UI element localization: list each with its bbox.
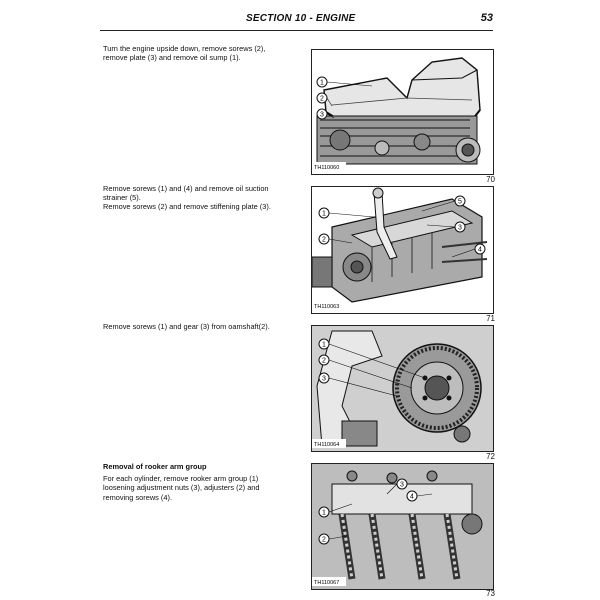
step-4-line-2: loosening adjustment nuts (3), adjusters (2) and bbox=[103, 483, 260, 493]
figure-71 bbox=[311, 186, 494, 314]
figure-code-71: TH110063 bbox=[314, 304, 340, 310]
oil-sump-illustration bbox=[312, 50, 493, 174]
rocker-arm-illustration bbox=[312, 464, 493, 589]
step-2-line-3: Remove sorews (2) and remove stiffening plate (3). bbox=[103, 202, 271, 212]
page-number: 53 bbox=[480, 12, 493, 24]
figure-code-70: TH110060 bbox=[314, 165, 340, 171]
page-header bbox=[100, 12, 493, 31]
figure-number-73: 73 bbox=[486, 589, 495, 598]
figure-code-73: TH110067 bbox=[314, 580, 340, 586]
step-1-text bbox=[103, 44, 293, 62]
callout-70-2: 2 bbox=[320, 95, 324, 103]
callout-71-4: 4 bbox=[478, 246, 482, 254]
camshaft-gear-illustration bbox=[312, 326, 493, 451]
oil-strainer-illustration bbox=[312, 187, 493, 313]
callout-73-2: 2 bbox=[322, 536, 326, 544]
callout-70-3: 3 bbox=[320, 111, 324, 119]
callout-71-1: 1 bbox=[322, 210, 326, 218]
callout-73-3: 3 bbox=[400, 481, 404, 489]
step-3-line-1: Remove sorews (1) and gear (3) from oamshaft(2). bbox=[103, 322, 270, 331]
figure-number-70: 70 bbox=[486, 175, 495, 184]
step-4-line-3: removing sorews (4). bbox=[103, 492, 172, 502]
figure-number-71: 71 bbox=[486, 314, 495, 323]
step-4-line-1: For each oylinder, remove rooker arm group (1) bbox=[103, 474, 259, 484]
callout-73-1: 1 bbox=[322, 509, 326, 517]
step-4-text bbox=[103, 462, 293, 502]
callout-71-2: 2 bbox=[322, 236, 326, 244]
callout-71-5: 5 bbox=[458, 198, 462, 206]
step-1-line-2: remove plate (3) and remove oil sump (1). bbox=[103, 53, 241, 63]
step-4-heading: Removal of rooker arm group bbox=[103, 462, 207, 471]
step-2-line-2: strainer (5). bbox=[103, 193, 141, 203]
figure-70 bbox=[311, 49, 494, 175]
figure-73 bbox=[311, 463, 494, 590]
callout-71-3: 3 bbox=[458, 224, 462, 232]
figure-number-72: 72 bbox=[486, 452, 495, 461]
section-title: SECTION 10 - ENGINE bbox=[246, 13, 356, 24]
step-2-line-1: Remove sorews (1) and (4) and remove oil suction bbox=[103, 184, 269, 193]
callout-72-3: 3 bbox=[322, 375, 326, 383]
callout-73-4: 4 bbox=[410, 493, 414, 501]
step-2-text bbox=[103, 184, 293, 212]
step-1-line-1: Turn the engine upside down, remove sorews (2), bbox=[103, 44, 266, 53]
step-3-text bbox=[103, 322, 293, 331]
figure-code-72: TH110064 bbox=[314, 442, 340, 448]
callout-72-2: 2 bbox=[322, 357, 326, 365]
callout-72-1: 1 bbox=[322, 341, 326, 349]
figure-72 bbox=[311, 325, 494, 452]
callout-70-1: 1 bbox=[320, 79, 324, 87]
